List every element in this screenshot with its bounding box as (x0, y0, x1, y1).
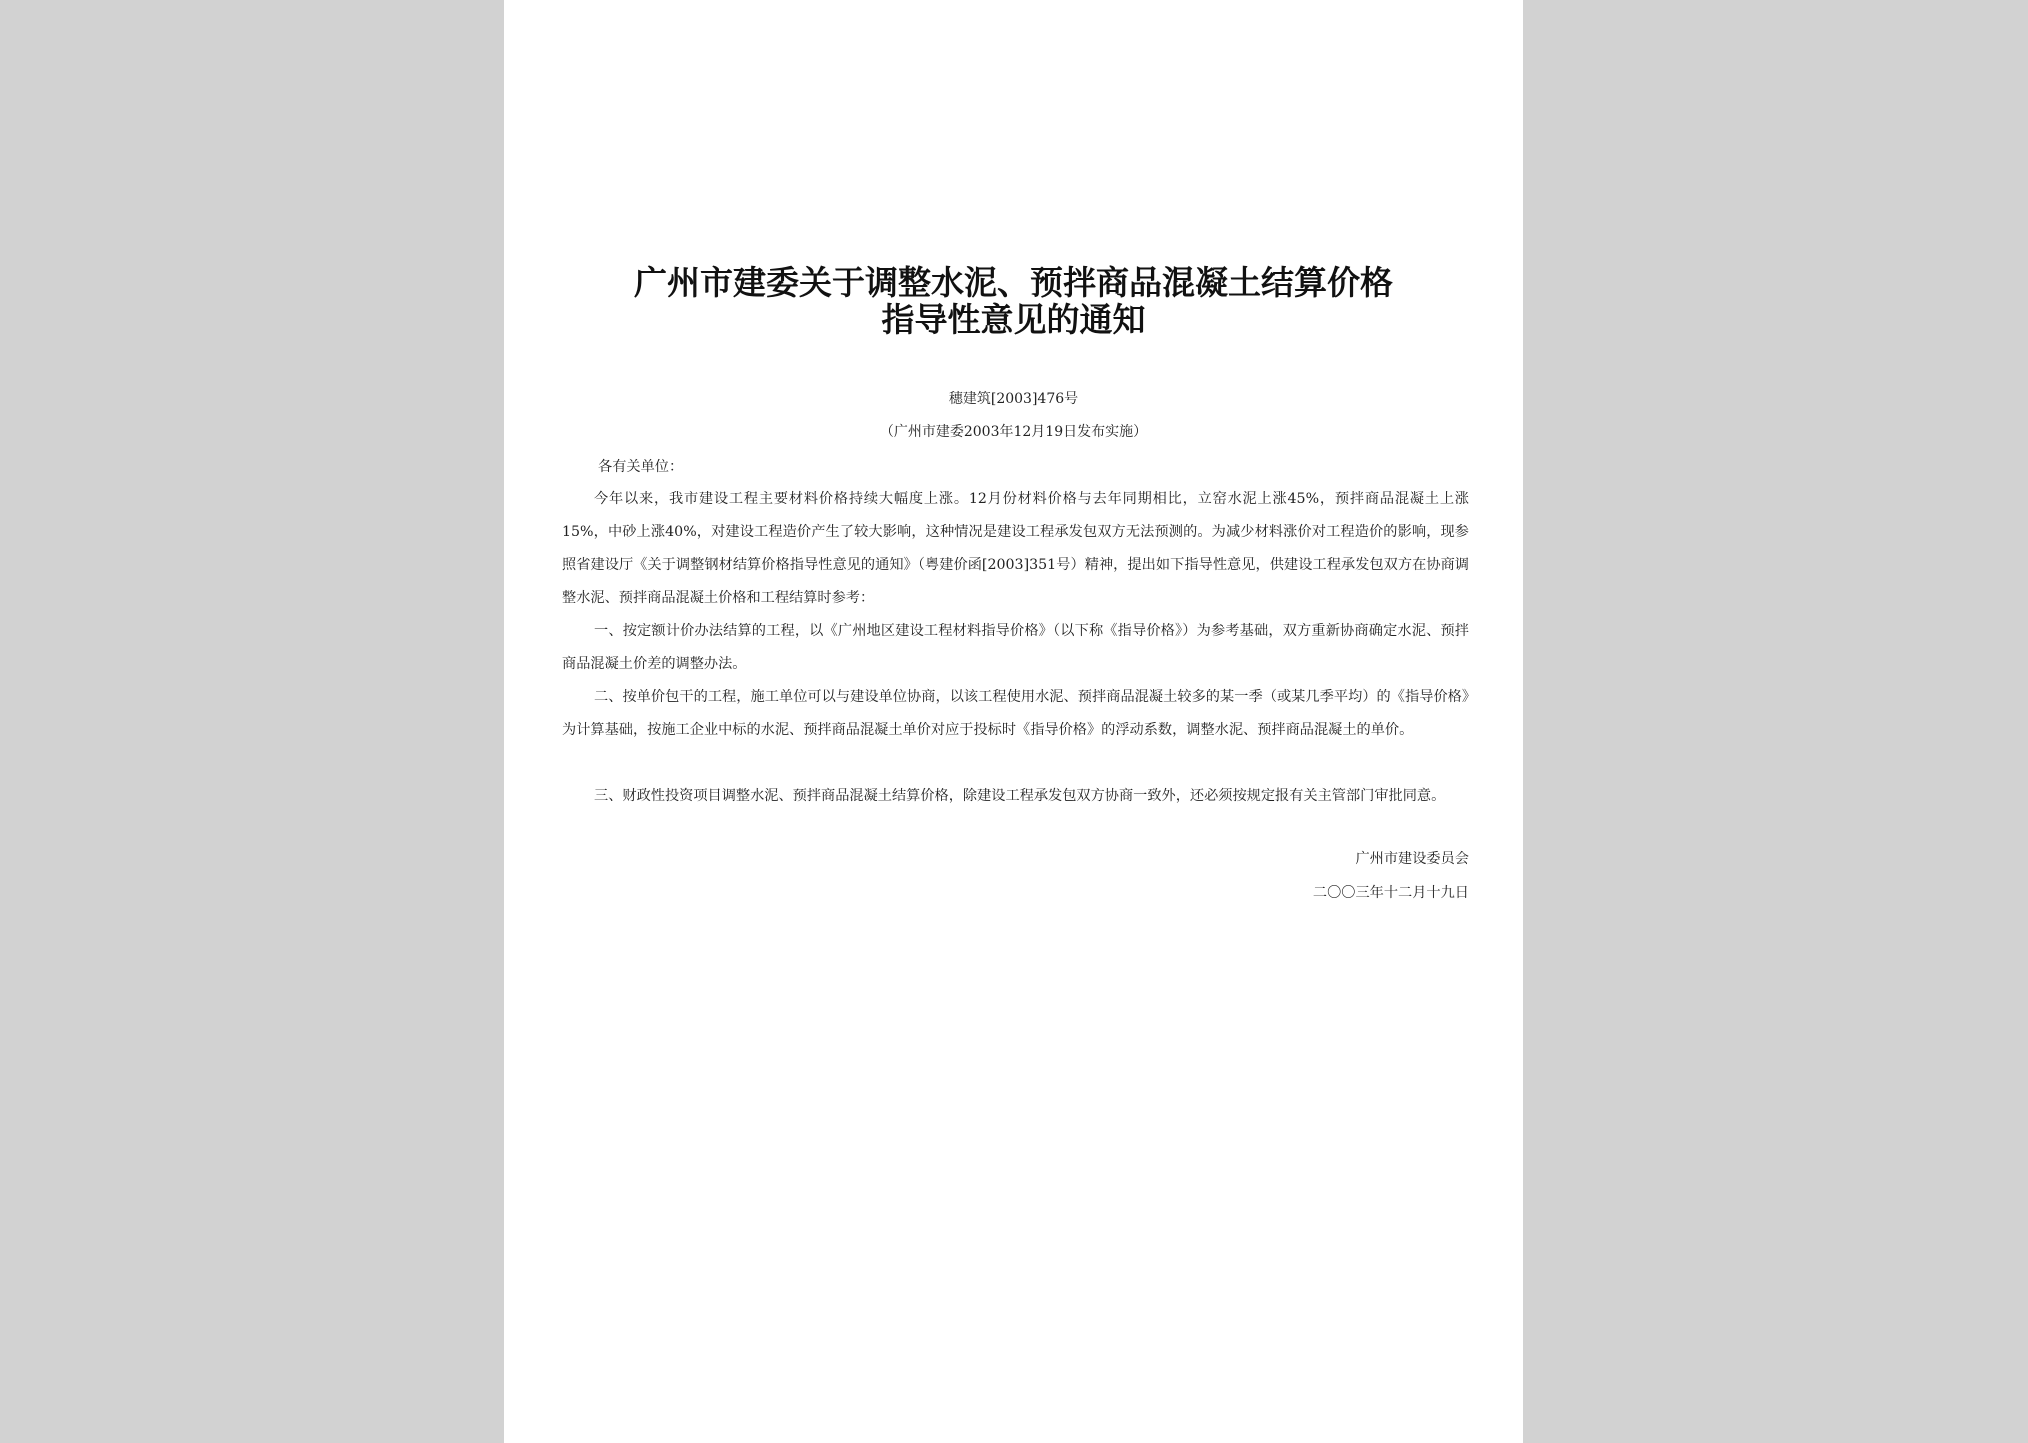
signoff-date: 二〇〇三年十二月十九日 (1312, 885, 1469, 901)
signoff-organization: 广州市建设委员会 (1355, 851, 1469, 867)
document-title-line-2: 指导性意见的通知 (881, 300, 1146, 339)
salutation: 各有关单位： (598, 459, 684, 475)
paragraph-item-1 (562, 615, 1469, 681)
document-number: 穗建筑[2003]476号 (948, 391, 1079, 407)
paragraph-item-2 (562, 681, 1469, 747)
paragraph-item-3 (562, 780, 1469, 813)
document-title-line-1: 广州市建委关于调整水泥、预拌商品混凝土结算价格 (634, 263, 1393, 302)
issued-note: （广州市建委2003年12月19日发布实施） (879, 424, 1148, 440)
paragraph-text: 今年以来，我市建设工程主要材料价格持续大幅度上涨。12月份材料价格与去年同期相比，立窑水泥上涨45%，预拌商品混凝土上涨15%，中砂上涨40%，对建设工程造价产生了较大影响，这种情况是建设工程承发包双方无法预测的。为减少材料涨价对工程造价的影响，现参照省建设厅《关于调整钢材结算价格指导性意见的通知》（粤建价函[2003]351号）精神，提出如下指导性意见，供建设工程承发包双方在协商调整水泥、预拌商品混凝土价格和工程结算时参考： (562, 491, 1469, 606)
paragraph-text: 一、按定额计价办法结算的工程，以《广州地区建设工程材料指导价格》（以下称《指导价格》）为参考基础，双方重新协商确定水泥、预拌商品混凝土价差的调整办法。 (562, 623, 1469, 672)
paragraph-text: 三、财政性投资项目调整水泥、预拌商品混凝土结算价格，除建设工程承发包双方协商一致外，还必须按规定报有关主管部门审批同意。 (594, 788, 1446, 804)
document-page (504, 0, 1523, 1443)
paragraph-text: 二、按单价包干的工程，施工单位可以与建设单位协商，以该工程使用水泥、预拌商品混凝土较多的某一季（或某几季平均）的《指导价格》为计算基础，按施工企业中标的水泥、预拌商品混凝土单价对应于投标时《指导价格》的浮动系数，调整水泥、预拌商品混凝土的单价。 (562, 689, 1469, 738)
paragraph-intro (562, 483, 1469, 615)
